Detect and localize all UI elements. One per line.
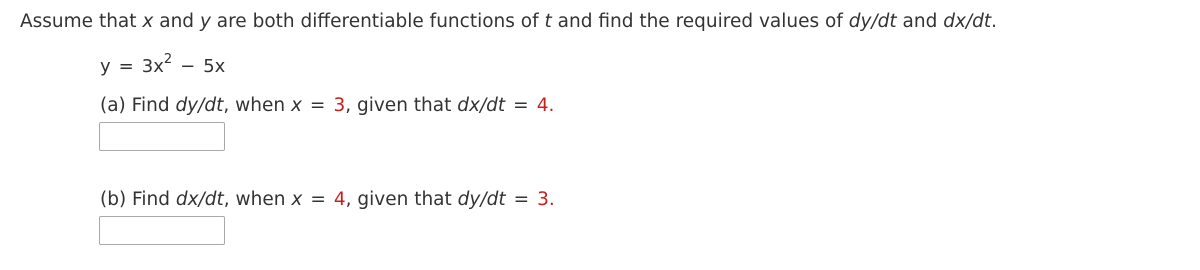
var-x: x [142,11,154,32]
part-b-label: (b) Find [100,189,176,210]
intro-text: and [896,11,944,32]
equation-exponent: 2 [163,52,173,67]
part-b-variable: x [291,189,303,210]
part-a-label: (a) Find [100,95,176,116]
part-b-period: . [548,189,555,210]
var-y: y [199,11,211,32]
part-a-rate-value: 4 [536,95,549,116]
part-a-given-rate: dx/dt [457,95,506,116]
dydt-term: dy/dt [848,11,897,32]
part-a-derivative: dy/dt [175,95,224,116]
intro-text: and find the required values of [551,11,849,32]
part-a-text: , when [223,95,291,116]
part-a-period: . [548,95,555,116]
dxdt-term: dx/dt [943,11,992,32]
minus-sign: − [180,56,196,77]
part-a-variable: x [290,95,302,116]
part-a-answer-input[interactable] [99,122,225,151]
intro-text: . [991,11,998,32]
part-b-derivative: dx/dt [175,189,224,210]
equals-sign: = [118,56,134,77]
part-b-text: , given that [345,189,458,210]
part-b-text: , when [223,189,292,210]
equation-variable: x [153,56,164,77]
part-b-x-value: 4 [333,189,346,210]
part-a-x-value: 3 [333,95,346,116]
equation-lhs: y [100,56,111,77]
part-b-rate-value: 3 [537,189,549,210]
part-b-given-rate: dy/dt [457,189,506,210]
intro-text: are both differentiable functions of [210,11,545,32]
intro-text: and [153,11,200,32]
part-b-prompt [100,188,555,212]
equation-term: 5x [203,56,226,77]
question-intro [20,10,997,34]
equals-sign: = [513,189,530,210]
part-b-answer-input[interactable] [99,216,225,245]
equation [100,52,226,79]
equation-coefficient: 3 [141,56,154,77]
equals-sign: = [513,95,529,116]
intro-text: Assume that [20,11,143,32]
var-t: t [544,11,552,32]
equals-sign: = [309,95,326,116]
part-a-prompt [100,94,554,118]
equals-sign: = [310,189,326,210]
part-a-text: , given that [345,95,458,116]
